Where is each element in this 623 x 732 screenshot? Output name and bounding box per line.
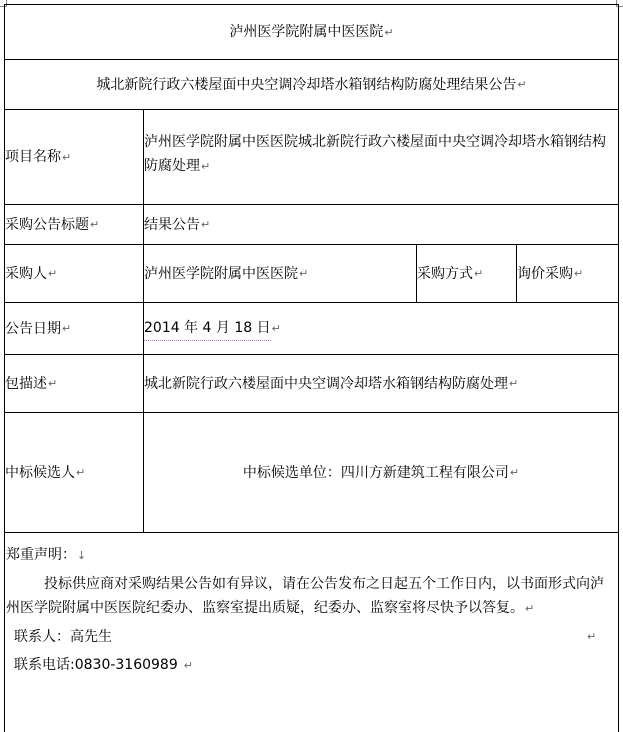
paragraph-mark: ↵ (183, 659, 193, 672)
winner-label: 中标候选人 (5, 464, 75, 481)
paragraph-mark: ↵ (384, 25, 394, 39)
notice-title-value-cell (144, 205, 618, 244)
paragraph-mark: ↵ (201, 218, 211, 231)
package-desc-value-cell (144, 355, 618, 412)
paragraph-mark: ↵ (587, 630, 597, 643)
notice-date-value-cell (144, 303, 618, 354)
paragraph-mark: ↵ (517, 78, 527, 91)
notice-date-row (5, 303, 618, 355)
paragraph-mark: ↵ (509, 466, 520, 479)
paragraph-mark: ↵ (90, 218, 100, 231)
winner-value-cell (144, 413, 618, 532)
winner-row (5, 413, 618, 533)
notice-title-label: 采购公告标题 (5, 216, 89, 233)
method-value-cell (517, 245, 618, 302)
paragraph-mark: ↵ (62, 322, 72, 335)
method-label-cell (417, 245, 517, 302)
notice-title-row (5, 205, 618, 245)
subtitle-row (5, 60, 618, 110)
notice-subtitle: 城北新院行政六楼屋面中央空调冷却塔水箱钢结构防腐处理结果公告 (96, 76, 517, 93)
project-name-value: 泸州医学院附属中医医院城北新院行政六楼屋面中央空调冷却塔水箱钢结构防腐处理 (144, 134, 606, 174)
declaration-section (5, 533, 618, 732)
paragraph-mark: ↵ (48, 267, 58, 280)
notice-date-value: 2014 年 4 月 18 日 (144, 316, 271, 341)
declaration-body: 投标供应商对采购结果公告如有异议，请在公告发布之日起五个工作日内，以书面形式向泸州医学院附属中医医院纪委办、监察室提出质疑，纪委办、监察室将尽快予以答复。 (6, 576, 604, 616)
paragraph-mark: ↵ (76, 466, 86, 479)
line-break-mark: ↓ (77, 549, 87, 562)
winner-label-cell (5, 413, 144, 532)
declaration-heading: 郑重声明： (6, 547, 76, 563)
project-name-row (5, 110, 618, 205)
winner-value: 中标候选单位：四川方新建筑工程有限公司 (242, 464, 509, 481)
contact-phone: 联系电话:0830-3160989 (14, 657, 178, 673)
notice-title-label-cell (5, 205, 144, 244)
purchaser-label-cell (5, 245, 144, 302)
paragraph-mark: ↵ (574, 267, 584, 280)
page-title: 泸州医学院附属中医医院 (229, 24, 384, 40)
package-desc-label-cell (5, 355, 144, 412)
paragraph-mark: ↵ (299, 267, 309, 280)
project-name-label-cell (5, 110, 144, 204)
purchaser-row (5, 245, 618, 303)
purchaser-value-cell (144, 245, 417, 302)
notice-date-label: 公告日期 (5, 320, 61, 337)
project-name-label: 项目名称 (5, 149, 61, 165)
paragraph-mark: ↵ (474, 267, 484, 280)
paragraph-mark: ↵ (48, 377, 58, 390)
notice-title-value: 结果公告 (144, 216, 200, 233)
purchaser-value: 泸州医学院附属中医医院 (144, 265, 298, 282)
package-desc-value: 城北新院行政六楼屋面中央空调冷却塔水箱钢结构防腐处理 (144, 375, 508, 392)
paragraph-mark: ↵ (271, 322, 281, 335)
notice-table (4, 4, 619, 732)
paragraph-mark: ↵ (525, 602, 535, 615)
notice-date-label-cell (5, 303, 144, 354)
package-desc-label: 包描述 (5, 375, 47, 392)
purchaser-label: 采购人 (5, 265, 47, 282)
package-desc-row (5, 355, 618, 413)
contact-person: 联系人：高先生 (14, 629, 112, 645)
project-name-value-cell (144, 110, 618, 204)
method-value: 询价采购 (517, 265, 573, 282)
paragraph-mark: ↵ (62, 150, 72, 164)
method-label: 采购方式 (417, 265, 473, 282)
paragraph-mark: ↵ (201, 160, 211, 173)
title-row (5, 5, 618, 60)
paragraph-mark: ↵ (509, 377, 519, 390)
